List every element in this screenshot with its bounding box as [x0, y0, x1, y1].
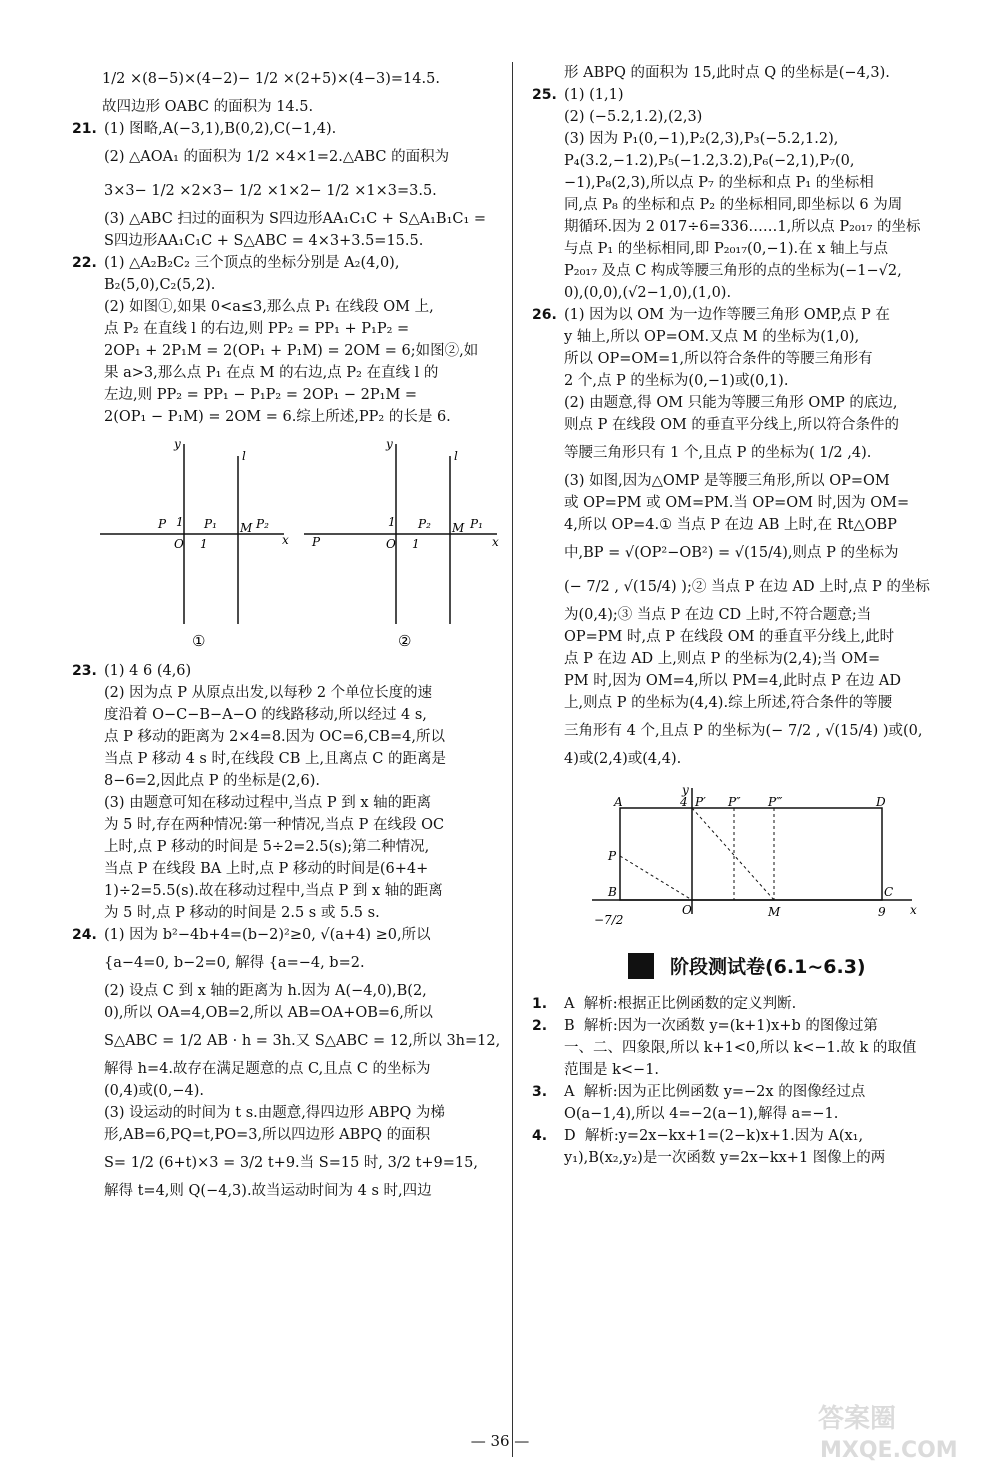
item-explanation: 解析:y=2x−kx+1=(2−k)x+1.因为 A(x₁,: [584, 1128, 864, 1144]
fig-label: M: [240, 521, 253, 535]
text-line: (2) 因为点 P 从原点出发,以每秒 2 个单位长度的速: [104, 685, 433, 701]
text-line: 三角形有 4 个,且点 P 的坐标为(− 7/2 , √(15/4) )或(0,: [564, 723, 923, 739]
text-line: 范围是 k<−1.: [564, 1062, 660, 1078]
fig-label: P″: [728, 795, 741, 809]
text-line: (1) (1,1): [564, 87, 624, 103]
fig-label: 1: [176, 515, 184, 529]
text-line: B₂(5,0),C₂(5,2).: [104, 277, 216, 293]
fig-label: P: [312, 535, 321, 549]
fig-label: P₂: [256, 517, 269, 531]
fig-label: P‴: [768, 795, 783, 809]
problem-23: [72, 660, 502, 682]
text-line: 所以 OP=OM=1,所以符合条件的等腰三角形有: [564, 351, 873, 367]
text-line: 一、二、四象限,所以 k+1<0,所以 k<−1.故 k 的取值: [564, 1040, 917, 1056]
problem-25: [532, 84, 950, 106]
test-item-3: [532, 1081, 950, 1103]
item-answer: D: [564, 1128, 576, 1144]
text-line: 等腰三角形只有 1 个,且点 P 的坐标为( 1/2 ,4).: [564, 445, 872, 461]
fig-label: P: [608, 849, 617, 863]
text-line: 2 个,点 P 的坐标为(0,−1)或(0,1).: [564, 373, 789, 389]
problem-number: 21.: [72, 121, 97, 137]
problem-number: 24.: [72, 927, 97, 943]
text-line: 点 P 在边 AD 上,则点 P 的坐标为(2,4);当 OM=: [564, 651, 881, 667]
fig-label: y: [174, 437, 181, 451]
text-line: 度沿着 O−C−B−A−O 的线路移动,所以经过 4 s,: [104, 707, 427, 723]
text-line: (2) 由题意,得 OM 只能为等腰三角形 OMP 的底边,: [564, 395, 898, 411]
fig-label: C: [884, 885, 894, 899]
text-line: 故四边形 OABC 的面积为 14.5.: [102, 99, 314, 115]
text-line: (3) 因为 P₁(0,−1),P₂(2,3),P₃(−5.2,1.2),: [564, 131, 839, 147]
text-line: 解得 t=4,则 Q(−4,3).故当运动时间为 4 s 时,四边: [104, 1183, 432, 1199]
test-item-2: [532, 1015, 950, 1037]
problem-number: 26.: [532, 307, 557, 323]
fig-label: 9: [878, 905, 886, 919]
text-line: 形,AB=6,PQ=t,PO=3,所以四边形 ABPQ 的面积: [104, 1127, 431, 1143]
item-number: 4.: [532, 1128, 548, 1144]
text-line: 左边,则 PP₂ = PP₁ − P₁P₂ = 2OP₁ − 2P₁M =: [104, 387, 418, 403]
text-line: 点 P 移动的距离为 2×4=8.因为 OC=6,CB=4,所以: [104, 729, 445, 745]
text-line: PM 时,因为 OM=4,所以 PM=4,此时点 P 在边 AD: [564, 673, 902, 689]
item-answer: A: [564, 1084, 575, 1100]
text-line: {a−4=0, b−2=0, 解得 {a=−4, b=2.: [104, 955, 365, 971]
text-line: (3) 设运动的时间为 t s.由题意,得四边形 ABPQ 为梯: [104, 1105, 445, 1121]
text-line: (2) △AOA₁ 的面积为 1/2 ×4×1=2.△ABC 的面积为: [104, 149, 450, 165]
text-line: S△ABC = 1/2 AB · h = 3h.又 S△ABC = 12,所以 3h=12,: [104, 1033, 501, 1049]
figure-22: [72, 434, 502, 654]
text-line: 或 OP=PM 或 OM=PM.当 OP=OM 时,因为 OM=: [564, 495, 910, 511]
fig-label: M: [768, 905, 781, 919]
item-explanation: 解析:因为一次函数 y=(k+1)x+b 的图像过第: [583, 1018, 878, 1034]
fig-label: x: [492, 535, 499, 549]
text-line: 2(OP₁ − P₁M) = 2OM = 6.综上所述,PP₂ 的长是 6.: [104, 409, 451, 425]
problem-26: [532, 304, 950, 326]
fig-label: 1: [412, 537, 420, 551]
text-line: 为 5 时,存在两种情况:第一种情况,当点 P 在线段 OC: [104, 817, 445, 833]
text-line: 点 P₂ 在直线 l 的右边,则 PP₂ = PP₁ + P₁P₂ =: [104, 321, 410, 337]
fig-label: P₂: [418, 517, 431, 531]
text-line: (1) 图略,A(−3,1),B(0,2),C(−1,4).: [104, 121, 337, 137]
text-line: 果 a>3,那么点 P₁ 在点 M 的右边,点 P₂ 在直线 l 的: [104, 365, 439, 381]
watermark-logo: [810, 1395, 980, 1465]
fig-label: P′: [695, 795, 706, 809]
fig-label: O: [682, 903, 692, 917]
fig-label: O: [386, 537, 396, 551]
text-line: (2) (−5.2,1.2),(2,3): [564, 109, 703, 125]
text-line: (2) 如图①,如果 0<a≤3,那么点 P₁ 在线段 OM 上,: [104, 299, 434, 315]
text-line: (1) △A₂B₂C₂ 三个顶点的坐标分别是 A₂(4,0),: [104, 255, 400, 271]
item-number: 3.: [532, 1084, 548, 1100]
text-line: 形 ABPQ 的面积为 15,此时点 Q 的坐标是(−4,3).: [564, 65, 890, 81]
fig-label: P₁: [204, 517, 217, 531]
item-number: 2.: [532, 1018, 548, 1034]
item-answer: A: [564, 996, 575, 1012]
fig-label: P₁: [470, 517, 483, 531]
text-line: 中,BP = √(OP²−OB²) = √(15/4),则点 P 的坐标为: [564, 545, 899, 561]
fig-label: 1: [388, 515, 396, 529]
item-answer: B: [564, 1018, 575, 1034]
page-number: — 36 —: [470, 1432, 530, 1450]
item-explanation: 解析:因为正比例函数 y=−2x 的图像经过点: [583, 1084, 866, 1100]
text-line: 同,点 P₈ 的坐标和点 P₂ 的坐标相同,即坐标以 6 为周: [564, 197, 903, 213]
fig-label: l: [454, 449, 458, 463]
text-line: OP=PM 时,点 P 在线段 OM 的垂直平分线上,此时: [564, 629, 895, 645]
text-line: (1) 因为以 OM 为一边作等腰三角形 OMP,点 P 在: [564, 307, 890, 323]
problem-number: 25.: [532, 87, 557, 103]
text-line: 3×3− 1/2 ×2×3− 1/2 ×1×2− 1/2 ×1×3=3.5.: [104, 183, 437, 199]
left-column: [72, 62, 502, 1202]
text-line: S= 1/2 (6+t)×3 = 3/2 t+9.当 S=15 时, 3/2 t+9=15,: [104, 1155, 478, 1171]
text-line: 解得 h=4.故存在满足题意的点 C,且点 C 的坐标为: [104, 1061, 431, 1077]
problem-22: [72, 252, 502, 274]
fig-label: l: [242, 449, 246, 463]
text-line: 0),所以 OA=4,OB=2,所以 AB=OA+OB=6,所以: [104, 1005, 433, 1021]
section-title: 阶段测试卷(6.1~6.3): [670, 956, 866, 978]
figure-22-diagram-2: [304, 437, 499, 650]
fig-label: y: [386, 437, 393, 451]
svg-text:MXQE.COM: MXQE.COM: [820, 1438, 958, 1463]
fig-label: B: [608, 885, 617, 899]
fig-label: ①: [192, 632, 206, 650]
text-line: 当点 P 在线段 BA 上时,点 P 移动的时间是(6+4+: [104, 861, 429, 877]
problem-24: [72, 924, 502, 946]
column-divider: [512, 62, 513, 1457]
text-line: (1) 因为 b²−4b+4=(b−2)²≥0, √(a+4) ≥0,所以: [104, 927, 431, 943]
text-line: S四边形AA₁C₁C + S△ABC = 4×3+3.5=15.5.: [104, 233, 424, 249]
text-line: (1) 4 6 (4,6): [104, 663, 192, 679]
text-line: (2) 设点 C 到 x 轴的距离为 h.因为 A(−4,0),B(2,: [104, 983, 427, 999]
svg-text:答案圈: 答案圈: [818, 1404, 897, 1434]
fig-label: x: [910, 903, 917, 917]
figure-22-diagram-1: [100, 437, 289, 650]
test-item-1: [532, 993, 950, 1015]
fig-label: 4: [680, 795, 688, 809]
text-line: 4)或(2,4)或(4,4).: [564, 751, 682, 767]
text-line: 当点 P 移动 4 s 时,在线段 CB 上,且离点 C 的距离是: [104, 751, 446, 767]
text-line: 8−6=2,因此点 P 的坐标是(2,6).: [104, 773, 321, 789]
problem-21: [72, 118, 502, 140]
text-line: y 轴上,所以 OP=OM.又点 M 的坐标为(1,0),: [564, 329, 860, 345]
fig-label: D: [876, 795, 886, 809]
fig-label: x: [282, 533, 289, 547]
text-line: 0),(0,0),(√2−1,0),(1,0).: [564, 285, 732, 301]
text-line: y₁),B(x₂,y₂)是一次函数 y=2x−kx+1 图像上的两: [564, 1150, 886, 1166]
text-line: (3) 由题意可知在移动过程中,当点 P 到 x 轴的距离: [104, 795, 432, 811]
figure-26: [532, 784, 950, 934]
item-number: 1.: [532, 996, 548, 1012]
fig-label: O: [174, 537, 184, 551]
fig-label: A: [614, 795, 623, 809]
text-line: 1/2 ×(8−5)×(4−2)− 1/2 ×(2+5)×(4−3)=14.5.: [102, 71, 440, 87]
text-line: 则点 P 在线段 OM 的垂直平分线上,所以符合条件的: [564, 417, 900, 433]
text-line: 2OP₁ + 2P₁M = 2(OP₁ + P₁M) = 2OM = 6;如图②,如: [104, 343, 479, 359]
test-item-4: [532, 1125, 950, 1147]
text-line: 为(0,4);③ 当点 P 在边 CD 上时,不符合题意;当: [564, 607, 872, 623]
text-line: −1),P₈(2,3),所以点 P₇ 的坐标和点 P₁ 的坐标相: [564, 175, 874, 191]
text-line: 1)÷2=5.5(s).故在移动过程中,当点 P 到 x 轴的距离: [104, 883, 443, 899]
text-line: (− 7/2 , √(15/4) );② 当点 P 在边 AD 上时,点 P 的坐标: [564, 579, 930, 595]
section-marker-icon: [628, 953, 654, 979]
text-line: (0,4)或(0,−4).: [104, 1083, 205, 1099]
fig-label: ②: [398, 632, 412, 650]
text-line: P₂₀₁₇ 及点 C 构成等腰三角形的点的坐标为(−1−√2,: [564, 263, 902, 279]
fig-label: y: [682, 784, 689, 797]
fig-label: M: [452, 521, 465, 535]
item-explanation: 解析:根据正比例函数的定义判断.: [583, 996, 797, 1012]
text-line: 4,所以 OP=4.① 当点 P 在边 AB 上时,在 Rt△OBP: [564, 517, 897, 533]
text-line: (3) △ABC 扫过的面积为 S四边形AA₁C₁C + S△A₁B₁C₁ =: [104, 211, 487, 227]
right-column: [532, 62, 950, 1169]
text-line: 上时,点 P 移动的时间是 5÷2=2.5(s);第二种情况,: [104, 839, 430, 855]
text-line: 上,则点 P 的坐标为(4,4).综上所述,符合条件的等腰: [564, 695, 893, 711]
text-line: 为 5 时,点 P 移动的时间是 2.5 s 或 5.5 s.: [104, 905, 380, 921]
text-line: 与点 P₁ 的坐标相同,即 P₂₀₁₇(0,−1).在 x 轴上与点: [564, 241, 889, 257]
text-line: 期循环.因为 2 017÷6=336……1,所以点 P₂₀₁₇ 的坐标: [564, 219, 921, 235]
fig-label: P: [158, 517, 167, 531]
problem-number: 22.: [72, 255, 97, 271]
text-line: (3) 如图,因为△OMP 是等腰三角形,所以 OP=OM: [564, 473, 890, 489]
problem-number: 23.: [72, 663, 97, 679]
fig-label: 1: [200, 537, 208, 551]
text-line: O(a−1,4),所以 4=−2(a−1),解得 a=−1.: [564, 1106, 839, 1122]
text-line: P₄(3.2,−1.2),P₅(−1.2,3.2),P₆(−2,1),P₇(0,: [564, 153, 855, 169]
section-heading: [628, 952, 950, 979]
fig-label: −7/2: [594, 913, 624, 927]
